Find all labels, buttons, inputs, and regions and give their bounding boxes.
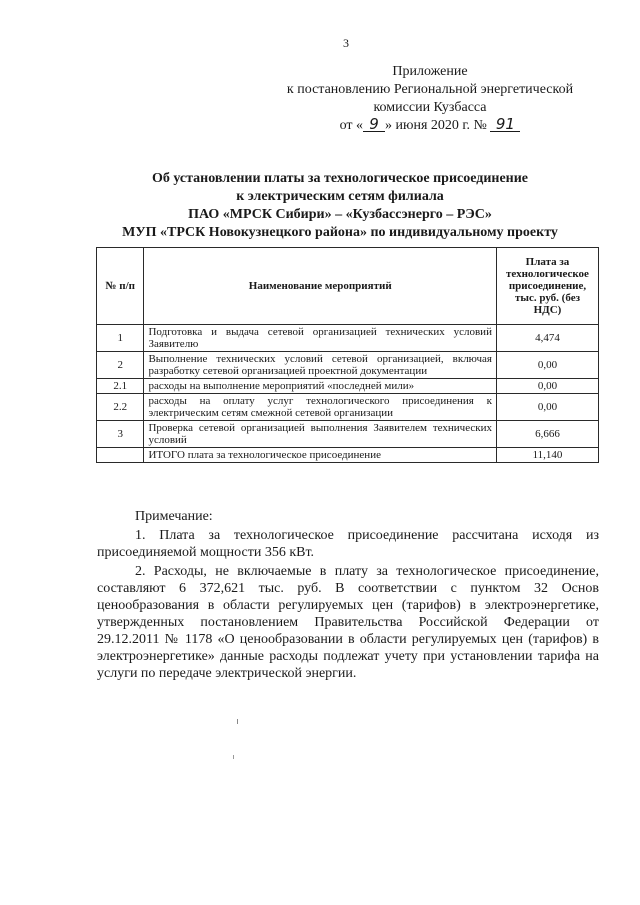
note-item-2: 2. Расходы, не включаемые в плату за технологическое присоединение, составляют 6 372,621 тыс. руб. В соответствии с пунктом 32 Основ ценообразования в области регулируемых цен (тарифов) в электроэнергетике, утвержденных постановлением Правительства Российской Федерации от 29.12.2011 № 1178 «О ценообразовании в области регулируемых цен (тарифов) в электроэнергетике» данные расходы подлежат учету при установлении тарифа на услуги по передаче электрической энергии. — [97, 564, 599, 681]
row-activity: расходы на оплату услуг технологического присоединения к электрическим сетям смежной сетевой организации — [144, 394, 497, 421]
scan-mark — [237, 719, 238, 724]
row-fee: 4,474 — [496, 325, 598, 352]
row-fee: 11,140 — [496, 448, 598, 463]
fee-table — [96, 247, 599, 463]
page-number: 3 — [343, 36, 349, 50]
title-line-1: Об установлении платы за технологическое присоединение — [151, 171, 529, 186]
table-row — [97, 421, 599, 448]
row-number — [97, 448, 144, 463]
row-number: 2.2 — [97, 394, 144, 421]
notes-section — [97, 508, 599, 682]
row-activity: Подготовка и выдача сетевой организацией технических условий Заявителю — [144, 325, 497, 352]
header-number: № п/п — [97, 248, 144, 325]
notes-heading: Примечание: — [135, 509, 213, 524]
row-fee: 0,00 — [496, 394, 598, 421]
table-row — [97, 352, 599, 379]
row-number: 2 — [97, 352, 144, 379]
table-row — [97, 379, 599, 394]
appendix-commission-line: комиссии Кузбасса — [373, 100, 487, 115]
row-activity: Проверка сетевой организацией выполнения Заявителем технических условий — [144, 421, 497, 448]
handwritten-number: 91 — [490, 117, 520, 132]
appendix-resolution-line: к постановлению Региональной энергетической — [286, 82, 574, 97]
row-number: 2.1 — [97, 379, 144, 394]
table-header-row — [97, 248, 599, 325]
row-activity: Выполнение технических условий сетевой организацией, включая разработку сетевой организацией проектной документации — [144, 352, 497, 379]
document-title — [90, 170, 590, 242]
title-line-2: к электрическим сетям филиала — [236, 189, 444, 204]
date-prefix: от « — [339, 118, 364, 133]
table-total-row — [97, 448, 599, 463]
appendix-date-line — [260, 117, 600, 135]
appendix-header — [260, 63, 600, 135]
scan-mark — [233, 755, 234, 759]
date-middle: » июня 2020 г. № — [385, 118, 487, 133]
row-activity: ИТОГО плата за технологическое присоединение — [144, 448, 497, 463]
table-row — [97, 325, 599, 352]
row-fee: 0,00 — [496, 379, 598, 394]
row-activity: расходы на выполнение мероприятий «последней мили» — [144, 379, 497, 394]
table-row — [97, 394, 599, 421]
row-number: 1 — [97, 325, 144, 352]
row-fee: 0,00 — [496, 352, 598, 379]
title-line-4: МУП «ТРСК Новокузнецкого района» по индивидуальному проекту — [122, 225, 558, 240]
appendix-title: Приложение — [392, 64, 468, 79]
note-item-1: 1. Плата за технологическое присоединение рассчитана исходя из присоединяемой мощности 356 кВт. — [97, 528, 599, 560]
header-activity-name: Наименование мероприятий — [144, 248, 497, 325]
row-fee: 6,666 — [496, 421, 598, 448]
handwritten-day: 9 — [363, 117, 385, 132]
title-line-3: ПАО «МРСК Сибири» – «Кузбассэнерго – РЭС» — [188, 207, 492, 222]
row-number: 3 — [97, 421, 144, 448]
header-fee: Плата за технологическое присоединение, тыс. руб. (без НДС) — [496, 248, 598, 325]
